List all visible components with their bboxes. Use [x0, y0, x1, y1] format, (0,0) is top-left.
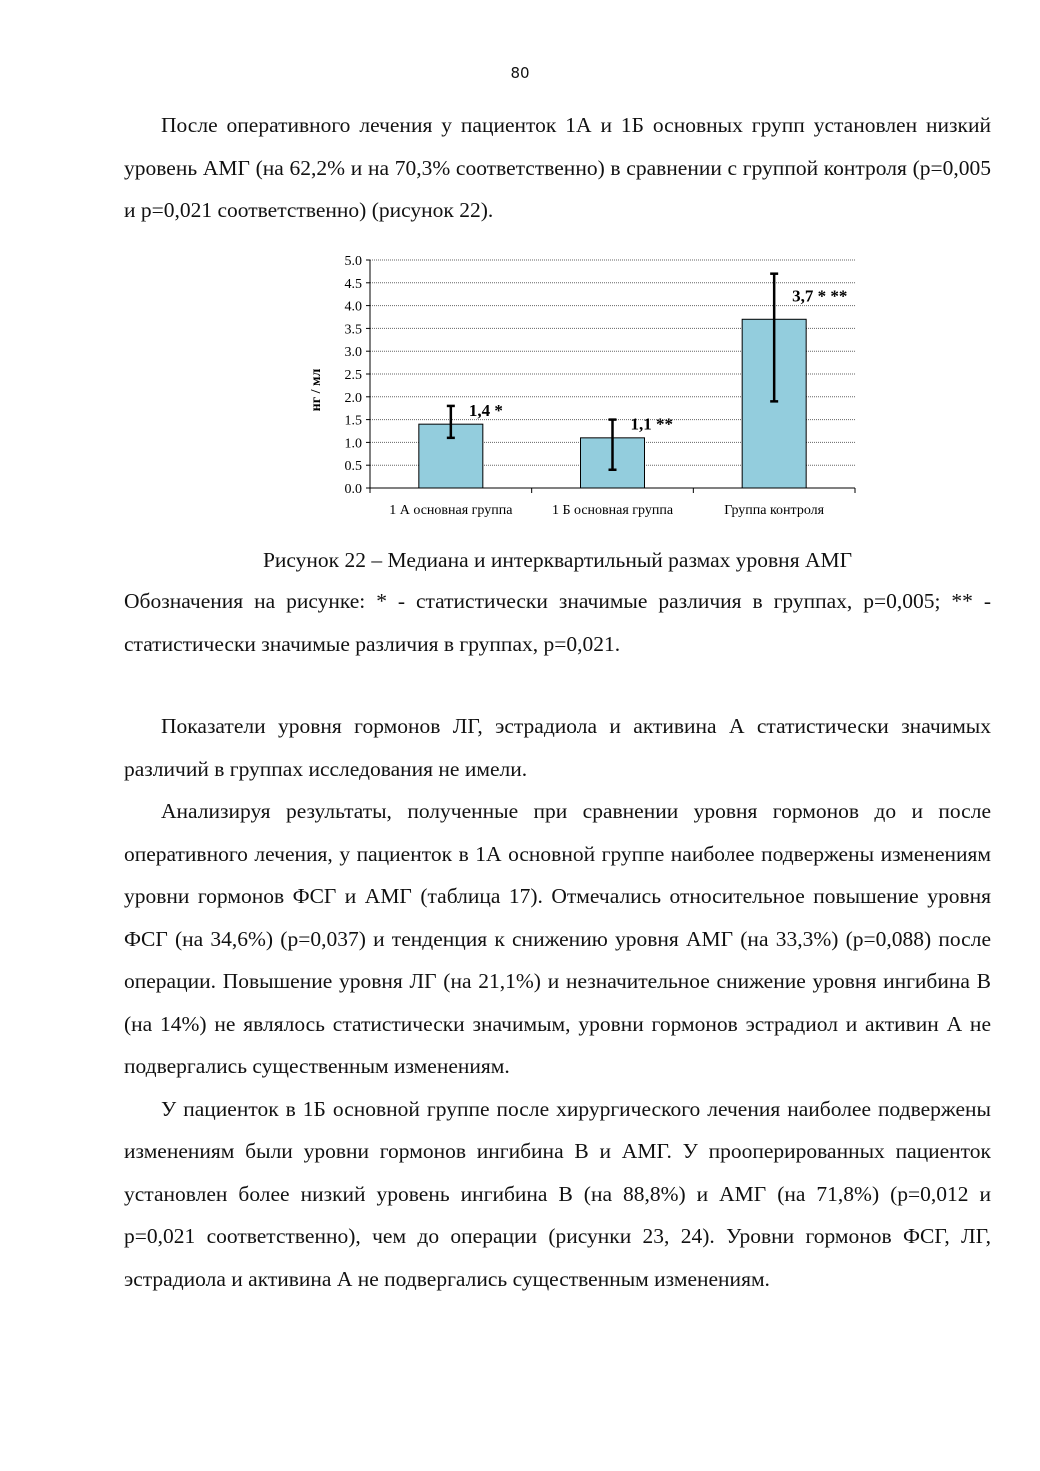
x-tick-label: 1 А основная группа: [389, 503, 513, 518]
y-axis-label: нг / мл: [309, 368, 324, 412]
page-number: 80: [510, 64, 530, 82]
y-tick-label: 4.5: [344, 276, 362, 292]
x-tick-label: Группа контроля: [724, 503, 825, 518]
x-tick-label: 1 Б основная группа: [551, 503, 674, 518]
y-tick-label: 3.5: [344, 322, 362, 338]
x-labels: [389, 503, 824, 518]
error-bars: [447, 274, 778, 470]
figure-legend: Обозначения на рисунке: * - статистически значимые различия в группах, p=0,005; ** - статистически значимые различия в группах, p=0,021.: [124, 589, 991, 656]
y-tick-label: 1.5: [344, 413, 362, 429]
y-tick-label: 4.0: [344, 299, 362, 315]
intro-text-block: [124, 104, 991, 232]
y-tick-label: 2.0: [344, 390, 362, 406]
paragraph: У пациенток в 1Б основной группе после хирургического лечения наиболее подвержены изменениям были уровни гормонов ингибина В и АМГ. У прооперированных пациенток установлен более низкий уровень ингибина В (на 88,8%) и АМГ (на 71,8%) (p=0,012 и p=0,021 соответственно), чем до операции (рисунки 23, 24). Уровни гормонов ФСГ, ЛГ, эстрадиола и активина А не подвергались существенным изменениям.: [124, 1096, 991, 1291]
paragraph: Показатели уровня гормонов ЛГ, эстрадиола и активина А статистически значимых различий в группах исследования не имели.: [124, 714, 991, 781]
body-text-block: [124, 705, 991, 1300]
y-tick-label: 1.0: [344, 436, 362, 452]
bar-chart: [300, 244, 880, 534]
y-ticks: [345, 254, 371, 497]
data-label: 1,4 *: [468, 400, 503, 420]
y-tick-label: 2.5: [344, 368, 362, 383]
y-tick-label: 5.0: [344, 254, 362, 269]
y-tick-label: 0.5: [344, 459, 362, 475]
data-label: 3,7 * **: [792, 286, 848, 306]
y-tick-label: 0.0: [344, 482, 362, 497]
paragraph: После оперативного лечения у пациенток 1А и 1Б основных групп установлен низкий уровень АМГ (на 62,2% и на 70,3% соответственно) в сравнении с группой контроля (p=0,005 и p=0,021 соответственно) (рисунок 22).: [124, 113, 991, 222]
figure-22: [300, 244, 880, 539]
figure-caption: Рисунок 22 – Медиана и интерквартильный размах уровня АМГ: [262, 548, 853, 572]
y-tick-label: 3.0: [344, 345, 362, 361]
paragraph: Анализируя результаты, полученные при сравнении уровня гормонов до и после оперативного лечения, у пациенток в 1А основной группе наиболее подвержены изменениям уровни гормонов ФСГ и АМГ (таблица 17). Отмечались относительное повышение уровня ФСГ (на 34,6%) (p=0,037) и тенденция к снижению уровня АМГ (на 33,3%) (p=0,088) после операции. Повышение уровня ЛГ (на 21,1%) и незначительное снижение уровня ингибина В (на 14%) не являлось статистически значимым, уровни гормонов эстрадиол и активин А не подвергались существенным изменениям.: [124, 799, 991, 1078]
data-label: 1,1 **: [630, 414, 673, 434]
